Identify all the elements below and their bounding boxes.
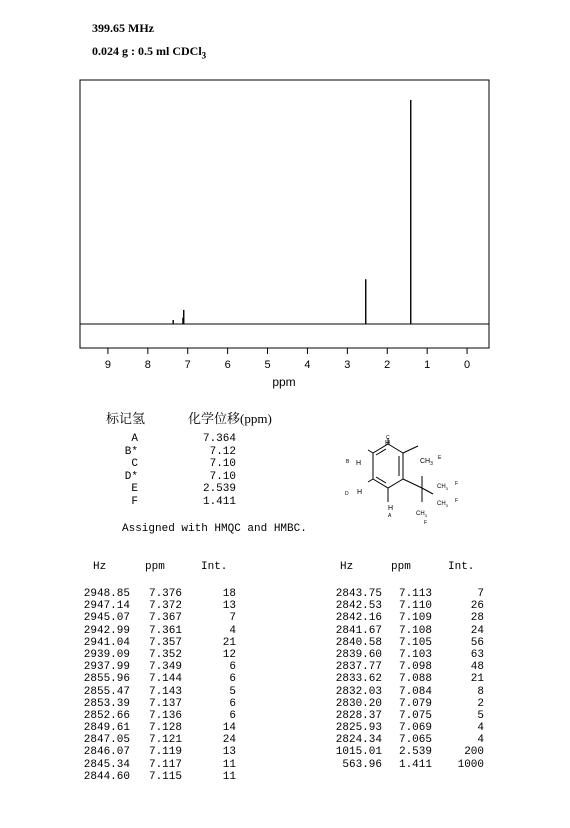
right-hz-cell: 2842.53 bbox=[335, 600, 382, 613]
plot-frame bbox=[80, 80, 489, 348]
left-ppm-cell: 7.352 bbox=[148, 648, 182, 661]
label-f2: F bbox=[455, 498, 459, 504]
x-tick-label-1: 8 bbox=[144, 359, 151, 371]
methyl-e: $CH_3$ bbox=[420, 458, 433, 467]
right-int-cell: 4 bbox=[477, 734, 484, 747]
right-ppm-cell: 7.105 bbox=[398, 636, 432, 649]
left-int-cell: 24 bbox=[222, 734, 236, 747]
left-hz-cell: 2853.39 bbox=[83, 697, 130, 710]
methyl-f3: $CH_3$ bbox=[416, 511, 427, 518]
right-hz-cell: 2830.20 bbox=[335, 697, 382, 710]
left-hz-cell: 2847.05 bbox=[83, 734, 130, 747]
left-int-cell: 11 bbox=[222, 758, 236, 771]
right-int-cell: 5 bbox=[477, 709, 484, 722]
label-a: A bbox=[388, 513, 392, 519]
x-axis-label: ppm bbox=[272, 375, 296, 389]
label-e: E bbox=[438, 455, 442, 461]
assignment-label: F bbox=[131, 495, 138, 508]
x-tick-label-7: 2 bbox=[384, 359, 391, 371]
right-ppm-cell: 7.103 bbox=[398, 648, 432, 661]
left-header-hz: Hz bbox=[93, 561, 107, 573]
x-axis bbox=[105, 348, 470, 371]
left-hz-cell: 2945.07 bbox=[83, 612, 130, 625]
concentration-subscript: 3 bbox=[201, 50, 207, 61]
right-int-column bbox=[440, 588, 484, 771]
label-f1: F bbox=[455, 481, 459, 487]
right-int-cell: 7 bbox=[477, 588, 484, 600]
left-ppm-cell: 7.121 bbox=[148, 734, 182, 747]
assignment-header-label: 标记氢 bbox=[106, 411, 146, 426]
left-ppm-cell: 7.367 bbox=[148, 612, 182, 625]
assignment-note: Assigned with HMQC and HMBC. bbox=[122, 523, 307, 535]
assignment-label: D* bbox=[124, 470, 138, 483]
right-hz-cell: 2833.62 bbox=[335, 673, 382, 686]
right-hz-cell: 2825.93 bbox=[335, 722, 382, 735]
assignment-shifts bbox=[180, 433, 236, 508]
x-tick-label-0: 9 bbox=[104, 359, 111, 371]
methyl-f2: $CH_3$ bbox=[437, 501, 448, 508]
x-tick-label-4: 5 bbox=[264, 359, 271, 371]
left-ppm-cell: 7.119 bbox=[148, 746, 182, 759]
right-int-cell: 4 bbox=[477, 722, 484, 735]
x-tick-label-5: 4 bbox=[304, 359, 311, 371]
right-header-int: Int. bbox=[448, 561, 475, 573]
assignment-header-shift: 化学位移(ppm) bbox=[188, 411, 272, 426]
assignment-shift: 7.364 bbox=[202, 433, 236, 445]
right-hz-cell: 563.96 bbox=[342, 758, 382, 771]
left-ppm-cell: 7.143 bbox=[148, 685, 182, 698]
left-int-cell: 6 bbox=[229, 661, 236, 674]
spectrometer-frequency: 399.65 MHz bbox=[92, 21, 154, 35]
left-hz-cell: 2937.99 bbox=[83, 661, 130, 674]
assignment-shift: 1.411 bbox=[202, 495, 236, 508]
right-int-cell: 1000 bbox=[457, 758, 484, 771]
left-hz-cell: 2855.96 bbox=[83, 673, 130, 686]
right-ppm-cell: 2.539 bbox=[398, 746, 432, 759]
left-ppm-column bbox=[140, 588, 182, 783]
concentration-text: 0.024 g : 0.5 ml CDCl bbox=[92, 44, 202, 58]
assignment-label: E bbox=[131, 483, 138, 495]
nmr-spectrum-chart bbox=[0, 0, 570, 400]
left-ppm-cell: 7.361 bbox=[148, 624, 182, 637]
left-ppm-cell: 7.115 bbox=[148, 770, 182, 783]
right-ppm-cell: 7.065 bbox=[398, 734, 432, 747]
right-hz-cell: 2828.37 bbox=[335, 709, 382, 722]
left-ppm-cell: 7.357 bbox=[148, 636, 182, 649]
left-hz-cell: 2844.60 bbox=[83, 770, 130, 783]
benzene-ring bbox=[368, 438, 433, 502]
right-ppm-cell: 7.084 bbox=[398, 685, 432, 698]
label-c: C bbox=[386, 435, 390, 441]
assignment-shift: 7.10 bbox=[209, 470, 236, 483]
label-f3: F bbox=[424, 520, 428, 526]
spectrum-trace bbox=[80, 100, 489, 324]
left-int-cell: 13 bbox=[222, 600, 236, 613]
left-hz-cell: 2942.99 bbox=[83, 624, 130, 637]
right-int-cell: 63 bbox=[470, 648, 484, 661]
left-int-cell: 6 bbox=[229, 697, 236, 710]
right-ppm-cell: 7.079 bbox=[398, 697, 432, 710]
left-int-cell: 12 bbox=[222, 648, 236, 661]
label-b: B bbox=[346, 459, 350, 465]
right-hz-cell: 2842.16 bbox=[335, 612, 382, 625]
right-hz-column bbox=[320, 588, 382, 771]
assignment-shift: 7.10 bbox=[209, 458, 236, 470]
right-ppm-cell: 7.069 bbox=[398, 722, 432, 735]
right-int-cell: 56 bbox=[470, 636, 484, 649]
right-hz-cell: 2832.03 bbox=[335, 685, 382, 698]
left-ppm-cell: 7.136 bbox=[148, 709, 182, 722]
h-left-lower: H bbox=[357, 489, 363, 496]
right-hz-cell: 2824.34 bbox=[335, 734, 382, 747]
assignment-label: A bbox=[131, 433, 138, 445]
right-ppm-cell: 7.110 bbox=[398, 600, 432, 613]
left-ppm-cell: 7.349 bbox=[148, 661, 182, 674]
molecule-structure bbox=[340, 432, 480, 532]
right-hz-cell: 2841.67 bbox=[335, 624, 382, 637]
right-int-cell: 200 bbox=[464, 746, 484, 759]
x-tick-label-9: 0 bbox=[463, 359, 471, 371]
assignment-label: B* bbox=[124, 445, 138, 458]
assignment-label: C bbox=[131, 458, 138, 470]
right-header-ppm: ppm bbox=[391, 561, 411, 573]
x-tick-label-6: 3 bbox=[344, 359, 351, 371]
x-tick-label-2: 7 bbox=[184, 359, 191, 371]
left-header-int: Int. bbox=[201, 561, 228, 573]
right-ppm-cell: 7.075 bbox=[398, 709, 432, 722]
x-tick-label-3: 6 bbox=[224, 359, 231, 371]
left-hz-cell: 2855.47 bbox=[83, 685, 130, 698]
right-hz-cell: 1015.01 bbox=[335, 746, 382, 759]
h-bottom: H bbox=[388, 505, 394, 512]
right-ppm-cell: 7.109 bbox=[398, 612, 432, 625]
left-hz-cell: 2852.66 bbox=[83, 709, 130, 722]
right-int-cell: 26 bbox=[470, 600, 484, 613]
left-hz-cell: 2846.07 bbox=[83, 746, 130, 759]
h-top: H bbox=[385, 440, 391, 447]
left-int-cell: 5 bbox=[229, 685, 236, 698]
left-int-cell: 7 bbox=[229, 612, 236, 625]
left-ppm-cell: 7.137 bbox=[148, 697, 182, 710]
right-ppm-cell: 7.088 bbox=[398, 673, 432, 686]
right-int-cell: 48 bbox=[470, 661, 484, 674]
label-d: D bbox=[345, 491, 349, 497]
left-int-cell: 18 bbox=[222, 588, 236, 600]
left-int-cell: 6 bbox=[229, 709, 236, 722]
assignment-shift: 7.12 bbox=[209, 445, 236, 458]
left-hz-cell: 2845.34 bbox=[83, 758, 130, 771]
right-header-hz: Hz bbox=[340, 561, 354, 573]
right-hz-cell: 2837.77 bbox=[335, 661, 382, 674]
left-ppm-cell: 7.144 bbox=[148, 673, 182, 686]
right-hz-cell: 2839.60 bbox=[335, 648, 382, 661]
x-tick-label-8: 1 bbox=[424, 359, 431, 371]
left-ppm-cell: 7.372 bbox=[148, 600, 182, 613]
left-int-cell: 14 bbox=[222, 722, 236, 735]
right-int-cell: 28 bbox=[470, 612, 484, 625]
right-int-cell: 24 bbox=[470, 624, 484, 637]
right-hz-cell: 2843.75 bbox=[335, 588, 382, 600]
h-left-upper: H bbox=[356, 460, 362, 467]
right-int-cell: 8 bbox=[477, 685, 484, 698]
left-hz-cell: 2849.61 bbox=[83, 722, 130, 735]
right-int-cell: 21 bbox=[470, 673, 484, 686]
left-hz-cell: 2947.14 bbox=[83, 600, 130, 613]
assignment-shift: 2.539 bbox=[202, 483, 236, 495]
right-hz-cell: 2840.58 bbox=[335, 636, 382, 649]
methyl-f1: $CH_3$ bbox=[437, 484, 448, 491]
right-int-cell: 2 bbox=[477, 697, 484, 710]
left-int-column bbox=[200, 588, 236, 783]
left-int-cell: 13 bbox=[222, 746, 236, 759]
left-hz-cell: 2948.85 bbox=[83, 588, 130, 600]
right-ppm-cell: 7.108 bbox=[398, 624, 432, 637]
left-header-ppm: ppm bbox=[145, 561, 165, 573]
right-ppm-column bbox=[390, 588, 432, 771]
left-int-cell: 21 bbox=[222, 636, 236, 649]
left-int-cell: 11 bbox=[222, 770, 236, 783]
left-hz-cell: 2941.04 bbox=[83, 636, 130, 649]
right-ppm-cell: 7.098 bbox=[398, 661, 432, 674]
left-int-cell: 6 bbox=[229, 673, 236, 686]
assignment-labels bbox=[108, 433, 138, 508]
left-ppm-cell: 7.128 bbox=[148, 722, 182, 735]
right-ppm-cell: 7.113 bbox=[398, 588, 432, 600]
left-ppm-cell: 7.376 bbox=[148, 588, 182, 600]
left-hz-cell: 2939.09 bbox=[83, 648, 130, 661]
right-ppm-cell: 1.411 bbox=[398, 758, 432, 771]
left-int-cell: 4 bbox=[229, 624, 236, 637]
left-ppm-cell: 7.117 bbox=[148, 758, 182, 771]
left-hz-column bbox=[72, 588, 130, 783]
